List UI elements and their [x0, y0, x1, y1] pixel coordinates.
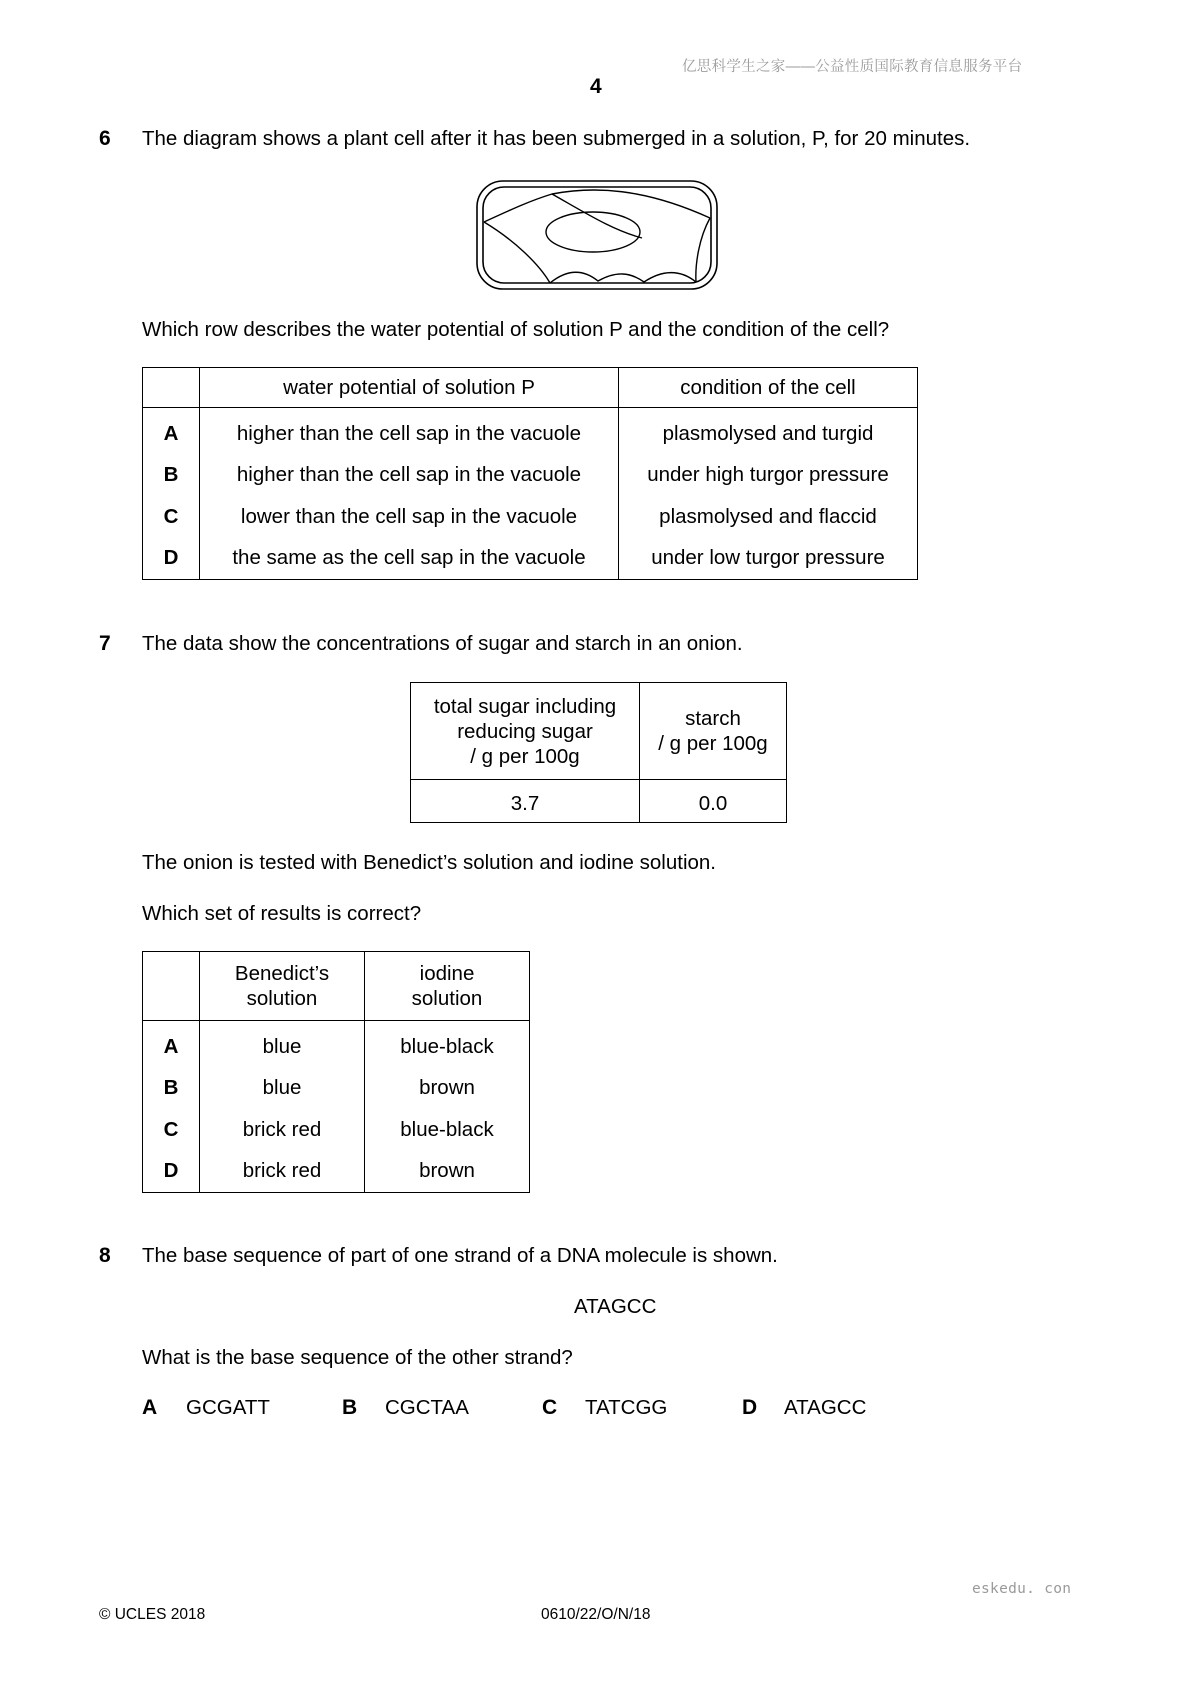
q7-row-letter: A [143, 1021, 200, 1067]
q7-row-benedicts: blue [200, 1067, 365, 1109]
q7-header-total-sugar-line2: reducing sugar [457, 719, 593, 743]
q7-header-iodine [365, 952, 530, 1021]
q8-question: What is the base sequence of the other strand? [142, 1346, 573, 1369]
q8-option-letter-d: D [742, 1396, 758, 1419]
q7-header-starch-line1: starch [685, 707, 741, 730]
footer-site-watermark: eskedu. con [972, 1581, 1072, 1597]
q6-row-letter: D [143, 538, 200, 580]
q7-header-starch-line2: / g per 100g [658, 732, 768, 755]
q8-number: 8 [99, 1244, 111, 1267]
q6-row-letter: C [143, 496, 200, 538]
q7-stem: The data show the concentrations of sugar and starch in an onion. [142, 632, 743, 655]
q6-row-condition: under high turgor pressure [619, 454, 918, 496]
q7-row-benedicts: brick red [200, 1151, 365, 1193]
q7-data-table [410, 682, 787, 823]
q6-row-letter: A [143, 408, 200, 454]
q7-row-iodine: blue-black [365, 1021, 530, 1067]
q7-row-letter: C [143, 1109, 200, 1151]
q8-option-text-b: CGCTAA [385, 1396, 469, 1419]
plant-cell-diagram [474, 178, 720, 292]
q7-value-starch: 0.0 [640, 780, 787, 823]
q6-row-water-potential: lower than the cell sap in the vacuole [200, 496, 619, 538]
q8-option-letter-b: B [342, 1396, 358, 1419]
q6-answer-table [142, 367, 918, 580]
q7-header-benedicts-line2: solution [246, 987, 318, 1010]
q7-row-iodine: brown [365, 1151, 530, 1193]
q7-results-row [143, 1151, 530, 1193]
q6-header-condition: condition of the cell [619, 368, 918, 408]
watermark-text: 亿思科学生之家——公益性质国际教育信息服务平台 [682, 59, 1023, 75]
q6-row-water-potential: the same as the cell sap in the vacuole [200, 538, 619, 580]
q6-row [143, 496, 918, 538]
q7-row-benedicts: blue [200, 1021, 365, 1067]
q7-row-iodine: blue-black [365, 1109, 530, 1151]
q7-row-benedicts: brick red [200, 1109, 365, 1151]
q7-header-starch [640, 683, 787, 780]
q7-results-header-blank [143, 952, 200, 1021]
q6-row-letter: B [143, 454, 200, 496]
q7-row-letter: D [143, 1151, 200, 1193]
q7-results-row [143, 1109, 530, 1151]
q7-header-iodine-line1: iodine [419, 962, 475, 985]
q6-row-water-potential: higher than the cell sap in the vacuole [200, 408, 619, 454]
q8-option-letter-c: C [542, 1396, 558, 1419]
q6-stem: The diagram shows a plant cell after it has been submerged in a solution, P, for 20 minutes. [142, 127, 971, 150]
q7-header-benedicts-line1: Benedict’s [234, 962, 330, 985]
q8-option-text-d: ATAGCC [784, 1396, 867, 1419]
footer-paper-code: 0610/22/O/N/18 [541, 1606, 651, 1623]
q8-option-letter-a: A [142, 1396, 158, 1419]
q6-question: Which row describes the water potential of solution P and the condition of the cell? [142, 318, 890, 341]
q6-number: 6 [99, 127, 111, 150]
q6-row-condition: under low turgor pressure [619, 538, 918, 580]
q7-header-benedicts [200, 952, 365, 1021]
q7-header-total-sugar-line3: / g per 100g [470, 744, 580, 768]
q7-question: Which set of results is correct? [142, 902, 422, 925]
q6-row [143, 408, 918, 454]
q7-header-total-sugar-line1: total sugar including [433, 694, 617, 718]
q6-row [143, 454, 918, 496]
q7-row-iodine: brown [365, 1067, 530, 1109]
q7-results-table [142, 951, 530, 1193]
q7-header-total-sugar [411, 683, 640, 780]
q6-row [143, 538, 918, 580]
q7-header-iodine-line2: solution [411, 987, 483, 1010]
q8-sequence: ATAGCC [574, 1295, 657, 1318]
q8-option-text-a: GCGATT [186, 1396, 270, 1419]
q6-header-blank [143, 368, 200, 408]
q7-test-text: The onion is tested with Benedict’s solution and iodine solution. [142, 851, 716, 874]
q7-value-total-sugar: 3.7 [411, 780, 640, 823]
q7-number: 7 [99, 632, 111, 655]
q8-stem: The base sequence of part of one strand of a DNA molecule is shown. [142, 1244, 778, 1267]
q7-results-row [143, 1021, 530, 1067]
q7-results-row [143, 1067, 530, 1109]
page-number: 4 [590, 75, 602, 98]
footer-copyright: © UCLES 2018 [99, 1606, 206, 1623]
q6-row-condition: plasmolysed and flaccid [619, 496, 918, 538]
q6-header-water-potential: water potential of solution P [200, 368, 619, 408]
q7-row-letter: B [143, 1067, 200, 1109]
q8-option-text-c: TATCGG [585, 1396, 668, 1419]
q6-row-condition: plasmolysed and turgid [619, 408, 918, 454]
q6-row-water-potential: higher than the cell sap in the vacuole [200, 454, 619, 496]
